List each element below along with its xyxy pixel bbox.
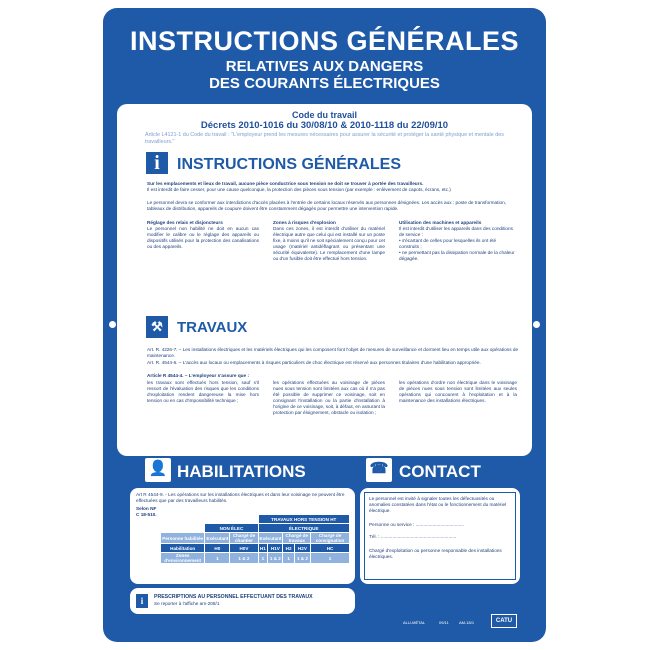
zone-cell: 1 bbox=[205, 553, 230, 564]
col2-text: Dans ces zones, il est interdit d'utiliser du matériel électrique autre que celui qui est installé sur un poste fixe, à moins qu'il ne soit spécialement conçu pour cet usage (matériel antidéflagrant ou présentant une sécurité équivalente). Le remplacement d'une lampe ou d'un fusible doit être effectué hors tension. bbox=[273, 226, 385, 262]
footer-title: PRESCRIPTIONS AU PERSONNEL EFFECTUANT DES TRAVAUX bbox=[154, 594, 313, 600]
section-contact-heading: CONTACT bbox=[399, 462, 481, 481]
subtitle-line-1: RELATIVES AUX DANGERS bbox=[225, 58, 424, 75]
col1-text: Le personnel non habilité ne doit en aucun cas modifier le calibre ou le réglage des appareils ou dispositifs utilisés pour la protection des canalisations ou des appareils. bbox=[147, 226, 259, 250]
col3-title: Utilisation des machines et appareils bbox=[399, 220, 482, 225]
travaux-p2: Art. R. 4544-6. – L'accès aux locaux ou emplacements à risques particuliers de choc électrique est réservé aux personnes titulaires d'une habilitation appropriée. bbox=[147, 360, 481, 365]
habilitation-table bbox=[160, 514, 350, 564]
hab-cell: H1V bbox=[268, 544, 283, 553]
prescription-icon: i bbox=[136, 594, 148, 608]
contact-service: Personne ou service : ..................................... bbox=[369, 522, 464, 527]
phone-icon: ☎ bbox=[366, 458, 392, 482]
hab-cell: H0V bbox=[230, 544, 258, 553]
mount-hole bbox=[533, 321, 540, 328]
sign-board bbox=[103, 8, 546, 642]
col-head: Exécutant bbox=[258, 533, 283, 544]
code-label: Code du travail bbox=[291, 110, 357, 120]
col3-text: Il est interdit d'utiliser les appareils dans des conditions de service : bbox=[399, 226, 513, 238]
col-head: Chargé de travaux bbox=[283, 533, 311, 544]
row-label: Zones d'environnement bbox=[161, 553, 205, 564]
subtitle-line-2: DES COURANTS ÉLECTRIQUES bbox=[209, 75, 440, 92]
main-title: INSTRUCTIONS GÉNÉRALES bbox=[129, 26, 520, 56]
contact-panel bbox=[360, 488, 520, 584]
zone-cell: 1 & 2 bbox=[268, 553, 283, 564]
non-elec-head: NON ÉLEC bbox=[205, 524, 258, 533]
hab-cell: H2 bbox=[283, 544, 294, 553]
section-travaux-heading: TRAVAUX bbox=[177, 319, 248, 336]
habilitations-panel bbox=[130, 488, 355, 584]
col-head: Chargé de chantier bbox=[230, 533, 258, 544]
col3-bullet-2: • ne permettant pas la dissipation normale de la chaleur dégagée. bbox=[399, 250, 515, 262]
travaux-col3: les opérations d'ordre non électrique dans le voisinage de pièces nues sous tension sont limitées aux seules opérations qui concourent à l'exploitation et à la maintenance des installations électriques. bbox=[399, 380, 517, 404]
worker-icon: ⚒ bbox=[146, 316, 168, 338]
contact-intro: Le personnel est invité à signaler toutes les défectuosités ou anomalies constatées dans l'état ou le fonctionnement du matériel électrique. bbox=[369, 496, 507, 514]
electrique-head: ÉLECTRIQUE bbox=[258, 524, 350, 533]
date-code: 09/11 bbox=[439, 620, 449, 625]
general-intro-bold: Sur les emplacements et lieux de travail, aucune pièce conductrice sous tension ne doit se trouver à portée des travailleurs. bbox=[147, 181, 424, 186]
col2-title: Zones à risques d'explosion bbox=[273, 220, 336, 225]
section-general-heading: INSTRUCTIONS GÉNÉRALES bbox=[177, 156, 402, 173]
habilitations-text: Art R 4544-9. - Les opérations sur les installations électriques et dans leur voisinage ne peuvent être effectuées que par des travailleurs habilités. bbox=[136, 492, 345, 504]
instructions-panel bbox=[117, 104, 532, 456]
travaux-col2: les opérations effectuées au voisinage de pièces nues sous tension sont limitées aux cas où il n'a pas été possible de supprimer ce voisinage, soit en consignant l'installation ou la partie d'installation à l'origine de ce voisinage, soit, à défaut, en assurant la protection par éloignement, obstacle ou isolation ; bbox=[273, 380, 385, 416]
zone-cell: 1 & 2 bbox=[294, 553, 310, 564]
col-head: Chargé de consignation bbox=[311, 533, 350, 544]
info-icon: i bbox=[146, 152, 168, 174]
zone-cell: 1 bbox=[258, 553, 268, 564]
hab-cell: H0 bbox=[205, 544, 230, 553]
catu-logo: CATU bbox=[491, 614, 517, 628]
col1-title: Réglage des relais et disjoncteurs bbox=[147, 220, 223, 225]
travaux-col1: les travaux sont effectués hors tension, sauf s'il ressort de l'évaluation des risques que les conditions d'exploitation rendent dangereuse la mise hors tension ou en cas d'impossibilité technique ; bbox=[147, 380, 259, 404]
zone-cell: 1 bbox=[311, 553, 350, 564]
person-icon: 👤 bbox=[145, 458, 171, 482]
zone-cell: 1 bbox=[283, 553, 294, 564]
general-intro-2: Le personnel devra se conformer aux interdictions d'accès placées à l'entrée de certains locaux réservés aux personnes désignées. Les accès aux : poste de transformation, tableaux de distribution, appareils de coupure doivent être constamment dégagés pour permettre une intervention rapide. bbox=[147, 200, 507, 212]
hab-cell: HC bbox=[311, 544, 350, 553]
mount-hole bbox=[109, 321, 116, 328]
ref-code: AM-18/1 bbox=[459, 620, 475, 625]
contact-charge: Chargé d'exploitation ou personne responsable des installations électriques. bbox=[369, 548, 502, 560]
zone-cell: 1 & 2 bbox=[230, 553, 258, 564]
norm-label: Selon NF C 18-510. bbox=[136, 506, 157, 518]
travaux-p3: Article R 4544-4. – L'employeur s'assure que : bbox=[147, 373, 250, 378]
contact-tel: Tél. : .......................................................... bbox=[369, 534, 457, 539]
article-text: Article L4121-1 du Code du travail : "L'employeur prend les mesures nécessaires pour assurer la sécurité et protéger la santé physique et mentale des travailleurs." bbox=[145, 132, 504, 145]
decrees: Décrets 2010-1016 du 30/08/10 & 2010-1118 du 22/09/10 bbox=[200, 120, 449, 131]
travaux-p1: Art. R. 4226-7. – Les installations électriques et les matériels électriques qui les composent font l'objet de mesures de surveillance et dorment lieu en temps utile aux opérations de maintenance. bbox=[147, 347, 519, 359]
col3-bullet-1: • s'écartant de celles pour lesquelles ils ont été construits ; bbox=[399, 238, 497, 250]
hab-cell: H2V bbox=[294, 544, 310, 553]
section-habilitations-heading: HABILITATIONS bbox=[177, 462, 306, 481]
row-label: Habilitation bbox=[161, 544, 205, 553]
hab-cell: H1 bbox=[259, 545, 266, 551]
general-intro: Il est interdit de faire cesser, pour une cause quelconque, la protection des pièces sous tension (par exemple : enlèvement de capots, écrans, etc.) bbox=[147, 187, 451, 192]
table-title: TRAVAUX HORS TENSION HT bbox=[258, 515, 350, 524]
footer-panel bbox=[130, 588, 355, 614]
col-head: Exécutant bbox=[205, 533, 230, 544]
footer-ref: Se reporter à l'affiche am-208/1 bbox=[154, 601, 220, 606]
material-code: ALU-MÉTAL bbox=[403, 620, 426, 625]
row-label: Personne habilitée bbox=[161, 533, 205, 544]
